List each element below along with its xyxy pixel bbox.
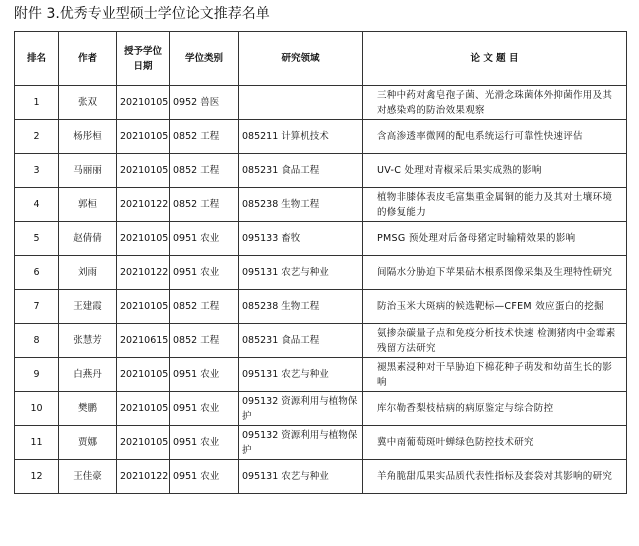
cell-rank: 1: [15, 86, 59, 120]
cell-degree-date: 20210615: [117, 324, 170, 358]
cell-author: 白燕丹: [59, 358, 117, 392]
cell-paper-title: 间隔水分胁迫下苹果砧木根系图像采集及生理特性研究: [363, 256, 627, 290]
cell-paper-title: 褪黑素浸种对干旱胁迫下棉花种子萌发和幼苗生长的影响: [363, 358, 627, 392]
cell-research-field: 095131 农艺与种业: [239, 256, 363, 290]
table-row: [15, 188, 627, 222]
cell-rank: 11: [15, 426, 59, 460]
cell-research-field: 085211 计算机技术: [239, 120, 363, 154]
cell-paper-title: 防治玉米大斑病的候选靶标—CFEM 效应蛋白的挖掘: [363, 290, 627, 324]
cell-research-field: [239, 86, 363, 120]
cell-paper-title: PMSG 预处理对后备母猪定时输精效果的影响: [363, 222, 627, 256]
cell-paper-title: 三种中药对禽皂孢子菌、光滑念珠菌体外抑菌作用及其对感染鸡的防治效果观察: [363, 86, 627, 120]
cell-research-field: 085238 生物工程: [239, 290, 363, 324]
cell-degree-type: 0951 农业: [170, 460, 239, 494]
cell-rank: 6: [15, 256, 59, 290]
table-row: [15, 290, 627, 324]
cell-rank: 8: [15, 324, 59, 358]
cell-degree-date: 20210105: [117, 290, 170, 324]
cell-author: 张双: [59, 86, 117, 120]
header-paper-title: 论 文 题 目: [363, 32, 627, 86]
cell-author: 马丽丽: [59, 154, 117, 188]
cell-degree-date: 20210122: [117, 256, 170, 290]
cell-author: 赵倩倩: [59, 222, 117, 256]
cell-author: 樊鹏: [59, 392, 117, 426]
recommendation-table: [14, 31, 627, 494]
cell-degree-type: 0951 农业: [170, 426, 239, 460]
cell-degree-date: 20210122: [117, 460, 170, 494]
cell-author: 王建霞: [59, 290, 117, 324]
cell-degree-type: 0951 农业: [170, 222, 239, 256]
cell-research-field: 095132 资源利用与植物保护: [239, 392, 363, 426]
cell-research-field: 095131 农艺与种业: [239, 460, 363, 494]
cell-author: 王佳豪: [59, 460, 117, 494]
cell-degree-date: 20210105: [117, 426, 170, 460]
cell-rank: 12: [15, 460, 59, 494]
cell-paper-title: 冀中南葡萄斑叶蝉绿色防控技术研究: [363, 426, 627, 460]
cell-research-field: 095133 畜牧: [239, 222, 363, 256]
cell-degree-date: 20210105: [117, 358, 170, 392]
header-degree-date-line1: 授予学位: [123, 45, 162, 57]
cell-paper-title: 氨掺杂碳量子点和免疫分析技术快速 检测猪肉中金霉素残留方法研究: [363, 324, 627, 358]
cell-rank: 7: [15, 290, 59, 324]
cell-paper-title: 库尔勒香梨枝枯病的病原鉴定与综合防控: [363, 392, 627, 426]
cell-paper-title: 含高渗透率微网的配电系统运行可靠性快速评估: [363, 120, 627, 154]
cell-research-field: 095132 资源利用与植物保护: [239, 426, 363, 460]
cell-degree-date: 20210105: [117, 222, 170, 256]
header-research-field: 研究领域: [239, 32, 363, 86]
table-row: [15, 358, 627, 392]
table-row: [15, 460, 627, 494]
cell-rank: 3: [15, 154, 59, 188]
cell-author: 刘雨: [59, 256, 117, 290]
cell-paper-title: UV-C 处理对青椒采后果实成熟的影响: [363, 154, 627, 188]
cell-rank: 9: [15, 358, 59, 392]
cell-degree-type: 0852 工程: [170, 120, 239, 154]
cell-author: 张慧芳: [59, 324, 117, 358]
cell-rank: 4: [15, 188, 59, 222]
cell-degree-type: 0951 农业: [170, 358, 239, 392]
cell-research-field: 095131 农艺与种业: [239, 358, 363, 392]
table-header-row: [15, 32, 627, 86]
cell-degree-date: 20210122: [117, 188, 170, 222]
table-row: [15, 86, 627, 120]
table-row: [15, 222, 627, 256]
cell-degree-type: 0951 农业: [170, 256, 239, 290]
table-row: [15, 120, 627, 154]
header-degree-date: [117, 32, 170, 86]
cell-degree-type: 0852 工程: [170, 188, 239, 222]
table-row: [15, 256, 627, 290]
cell-author: 贾娜: [59, 426, 117, 460]
table-row: [15, 324, 627, 358]
cell-research-field: 085231 食品工程: [239, 154, 363, 188]
document-title: 附件 3.优秀专业型硕士学位论文推荐名单: [14, 6, 270, 22]
cell-author: 郭桓: [59, 188, 117, 222]
cell-degree-type: 0852 工程: [170, 324, 239, 358]
table-row: [15, 426, 627, 460]
cell-paper-title: 羊角脆甜瓜果实品质代表性指标及套袋对其影响的研究: [363, 460, 627, 494]
cell-paper-title: 植物非膝体表皮毛富集重金属铜的能力及其对土壤环境的修复能力: [363, 188, 627, 222]
cell-degree-date: 20210105: [117, 86, 170, 120]
header-author: 作者: [59, 32, 117, 86]
header-rank: 排名: [15, 32, 59, 86]
table-row: [15, 154, 627, 188]
cell-research-field: 085231 食品工程: [239, 324, 363, 358]
header-degree-type: 学位类别: [170, 32, 239, 86]
cell-degree-type: 0952 兽医: [170, 86, 239, 120]
cell-degree-date: 20210105: [117, 120, 170, 154]
cell-degree-type: 0951 农业: [170, 392, 239, 426]
cell-degree-type: 0852 工程: [170, 290, 239, 324]
cell-rank: 10: [15, 392, 59, 426]
cell-rank: 2: [15, 120, 59, 154]
header-degree-date-line2: 日期: [133, 60, 153, 72]
cell-degree-date: 20210105: [117, 154, 170, 188]
cell-author: 杨彤桓: [59, 120, 117, 154]
cell-degree-type: 0852 工程: [170, 154, 239, 188]
table-row: [15, 392, 627, 426]
cell-rank: 5: [15, 222, 59, 256]
cell-degree-date: 20210105: [117, 392, 170, 426]
cell-research-field: 085238 生物工程: [239, 188, 363, 222]
